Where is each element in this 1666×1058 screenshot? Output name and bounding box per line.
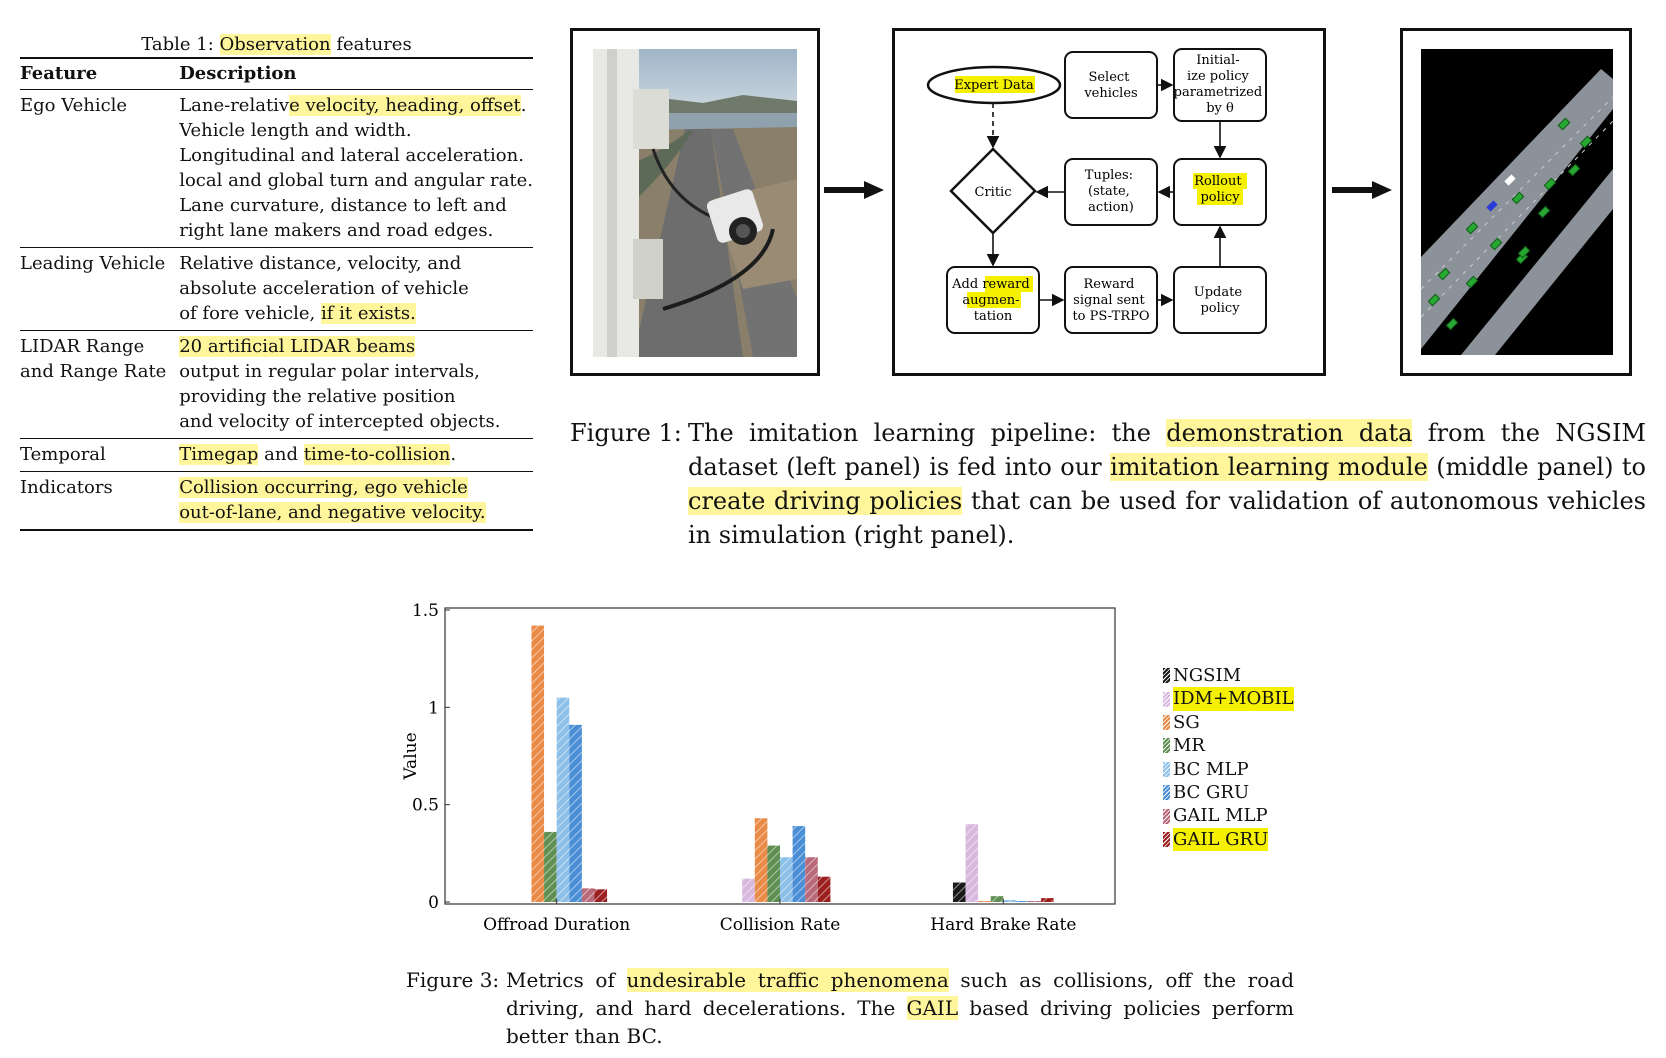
highlighted-text: create driving policies: [688, 487, 963, 515]
feature-name: LIDAR Range: [20, 336, 145, 357]
legend-label: GAIL MLP: [1173, 805, 1268, 827]
update-policy-node: [1174, 267, 1266, 333]
x-category-label: Offroad Duration: [483, 915, 631, 935]
chart-legend: [1163, 664, 1294, 851]
critic-label: Critic: [974, 185, 1012, 200]
expert-data-label: Expert Data: [954, 78, 1034, 93]
y-tick-label: 1: [428, 698, 439, 719]
legend-item: [1163, 711, 1294, 734]
bar-gail-gru: [1041, 898, 1054, 902]
description-cell: [179, 248, 533, 331]
feature-cell: [20, 248, 179, 331]
y-tick-label: 0: [428, 893, 439, 913]
text-segment: .: [450, 444, 457, 465]
bar-sg: [978, 901, 991, 902]
feature-name: and Range Rate: [20, 361, 167, 382]
tuples-label: Tuples: (state, action): [1084, 168, 1134, 215]
bar-idm-mobil: [966, 824, 979, 902]
text-segment: output in regular polar intervals,: [179, 361, 480, 382]
text-segment: .: [520, 95, 527, 116]
text-segment: of fore vehicle,: [179, 303, 321, 324]
table-row: [20, 439, 533, 472]
legend-label: NGSIM: [1173, 665, 1242, 686]
observation-features-table: [20, 34, 533, 531]
description-line: [179, 500, 533, 525]
y-axis-label: Value: [401, 732, 421, 780]
bar-gail-gru: [594, 889, 607, 902]
select-vehicles-node: [1065, 52, 1157, 118]
feature-name: Indicators: [20, 477, 113, 498]
figure-1-label: Figure 1:: [570, 419, 682, 447]
figure-3-label: Figure 3:: [406, 968, 500, 992]
imitation-learning-pipeline-panel: [892, 28, 1326, 376]
text-segment: (middle panel) to: [1427, 453, 1646, 481]
description-cell: [179, 331, 533, 439]
text-segment: Longitudinal and lateral acceleration.: [179, 145, 524, 166]
legend-swatch: [1163, 668, 1170, 683]
table-row: [20, 90, 533, 248]
description-line: [179, 409, 533, 434]
text-segment: absolute acceleration of vehicle: [179, 278, 469, 299]
legend-swatch: [1163, 785, 1170, 800]
arrow-right-icon: [822, 180, 886, 200]
ngsim-photo-panel: [570, 28, 820, 376]
bar-ngsim: [953, 883, 966, 902]
highlighted-text: Collision occurring, ego vehicle: [179, 477, 468, 498]
table-caption: Table 1: Observation features: [141, 34, 412, 55]
text-segment: The imitation learning pipeline: the: [688, 419, 1167, 447]
highlighted-text: time-to-collision: [303, 444, 451, 465]
pipeline-diagram: [895, 31, 1323, 373]
table-header-row: [20, 58, 533, 90]
reward-signal-label: Reward signal sent to PS-TRPO: [1072, 277, 1150, 324]
legend-label: BC MLP: [1173, 758, 1249, 780]
legend-swatch: [1163, 738, 1170, 753]
legend-item: [1163, 781, 1294, 804]
legend-item: [1163, 734, 1294, 757]
text-segment: from the NGSIM dataset (left panel) is fed into our: [688, 419, 1647, 481]
bar-mr: [544, 832, 557, 902]
description-line: [179, 251, 533, 276]
text-segment: providing the relative position: [179, 386, 456, 407]
legend-label: SG: [1173, 711, 1200, 733]
bar-mr: [991, 896, 1004, 902]
table-row: [20, 248, 533, 331]
text-segment: Relative distance, velocity, and: [179, 253, 462, 274]
description-line: [179, 301, 533, 326]
simulated-highway: [1421, 49, 1613, 355]
description-line: [179, 143, 533, 168]
bar-bc-mlp: [780, 857, 793, 902]
highlighted-text: undesirable traffic phenomena: [626, 968, 949, 992]
highlighted-text: Timegap: [179, 444, 259, 465]
legend-item: [1163, 758, 1294, 781]
highlighted-text: e velocity, heading, offset: [289, 95, 521, 116]
description-line: [179, 193, 533, 218]
legend-swatch: [1163, 692, 1170, 707]
bar-gail-mlp: [1029, 901, 1042, 902]
highway-camera-illustration: [593, 49, 797, 357]
header-feature: Feature: [20, 63, 98, 84]
bar-gail-mlp: [582, 888, 595, 902]
figure-3-caption-text: [506, 966, 1294, 1050]
legend-item: [1163, 687, 1294, 710]
description-cell: [179, 472, 533, 531]
feature-cell: [20, 331, 179, 439]
feature-cell: [20, 90, 179, 248]
description-line: [179, 384, 533, 409]
simulation-view: [1421, 49, 1613, 355]
bar-gail-gru: [818, 877, 831, 902]
text-segment: based driving policies perform better than BC.: [506, 996, 1295, 1048]
bar-bc-mlp: [557, 698, 570, 902]
highlighted-text: GAIL: [906, 996, 959, 1020]
figure-1-caption-text: [688, 416, 1646, 552]
legend-label: BC GRU: [1173, 782, 1250, 804]
description-line: [179, 118, 533, 143]
bar-gail-mlp: [805, 857, 818, 902]
highlighted-text: demonstration data: [1166, 419, 1413, 447]
text-segment: and velocity of intercepted objects.: [179, 411, 501, 432]
description-cell: [179, 90, 533, 248]
legend-label: GAIL GRU: [1173, 828, 1269, 850]
features-table: [20, 57, 533, 531]
description-line: [179, 359, 533, 384]
legend-swatch: [1163, 809, 1170, 824]
feature-name: Leading Vehicle: [20, 253, 166, 274]
description-line: [179, 442, 533, 467]
description-line: [179, 475, 533, 500]
text-segment: Metrics of: [506, 968, 627, 992]
bar-bc-gru: [793, 826, 806, 902]
bar-sg: [531, 626, 544, 902]
text-segment: local and global turn and angular rate.: [179, 170, 533, 191]
bar-sg: [755, 818, 768, 902]
init-policy-label: Initial- ize policy parametrized by θ: [1173, 53, 1263, 116]
bar-mr: [767, 846, 780, 902]
reward-augmentation-label: Add reward augmen- tation: [952, 277, 1030, 324]
highlighted-text: 20 artificial LIDAR beams: [179, 336, 416, 357]
bars: [531, 626, 1053, 902]
arrow-right-icon: [1330, 180, 1394, 200]
header-description: Description: [179, 63, 297, 84]
x-category-label: Collision Rate: [719, 915, 841, 935]
legend-label: MR: [1173, 735, 1205, 757]
description-line: [179, 168, 533, 193]
legend-item: [1163, 664, 1294, 687]
x-category-label: Hard Brake Rate: [930, 915, 1077, 935]
text-segment: that can be used for validation of autonomous vehicles in simulation (right panel).: [688, 487, 1646, 549]
bar-idm-mobil: [742, 879, 755, 902]
bar-bc-gru: [1016, 901, 1029, 902]
figure-3: [400, 594, 1300, 1054]
simulation-panel: [1400, 28, 1632, 376]
text-segment: Vehicle length and width.: [179, 120, 412, 141]
table-row: [20, 472, 533, 531]
description-cell: [179, 439, 533, 472]
feature-name: Temporal: [20, 444, 106, 465]
legend-swatch: [1163, 762, 1170, 777]
description-line: [179, 93, 533, 118]
text-segment: such as collisions, off the road driving, and hard decelerations. The: [506, 968, 1295, 1020]
feature-name: Ego Vehicle: [20, 95, 128, 116]
bar-bc-gru: [569, 725, 582, 902]
description-line: [179, 276, 533, 301]
y-tick-label: 1.5: [411, 601, 439, 621]
rollout-policy-label: Rollout policy: [1194, 174, 1242, 205]
feature-cell: [20, 439, 179, 472]
description-line: [179, 218, 533, 243]
update-policy-label: Update policy: [1193, 285, 1243, 316]
text-segment: Lane curvature, distance to left and: [179, 195, 507, 216]
legend-item: [1163, 804, 1294, 827]
text-segment: and: [258, 444, 304, 465]
text-segment: right lane makers and road edges.: [179, 220, 494, 241]
table-row: [20, 331, 533, 439]
text-segment: Lane-relativ: [179, 95, 290, 116]
highlighted-text: if it exists.: [321, 303, 416, 324]
highway-camera-photo: [593, 49, 797, 357]
description-line: [179, 334, 533, 359]
select-vehicles-label: Select vehicles: [1084, 70, 1138, 101]
legend-label: IDM+MOBIL: [1173, 688, 1294, 710]
highlighted-text: imitation learning module: [1110, 453, 1428, 481]
legend-item: [1163, 828, 1294, 851]
highlighted-text: out-of-lane, and negative velocity.: [179, 502, 486, 523]
y-tick-label: 0.5: [411, 795, 439, 816]
legend-swatch: [1163, 832, 1170, 847]
figure-1: [570, 28, 1646, 548]
legend-swatch: [1163, 715, 1170, 730]
bar-bc-mlp: [1003, 900, 1016, 902]
feature-cell: [20, 472, 179, 531]
